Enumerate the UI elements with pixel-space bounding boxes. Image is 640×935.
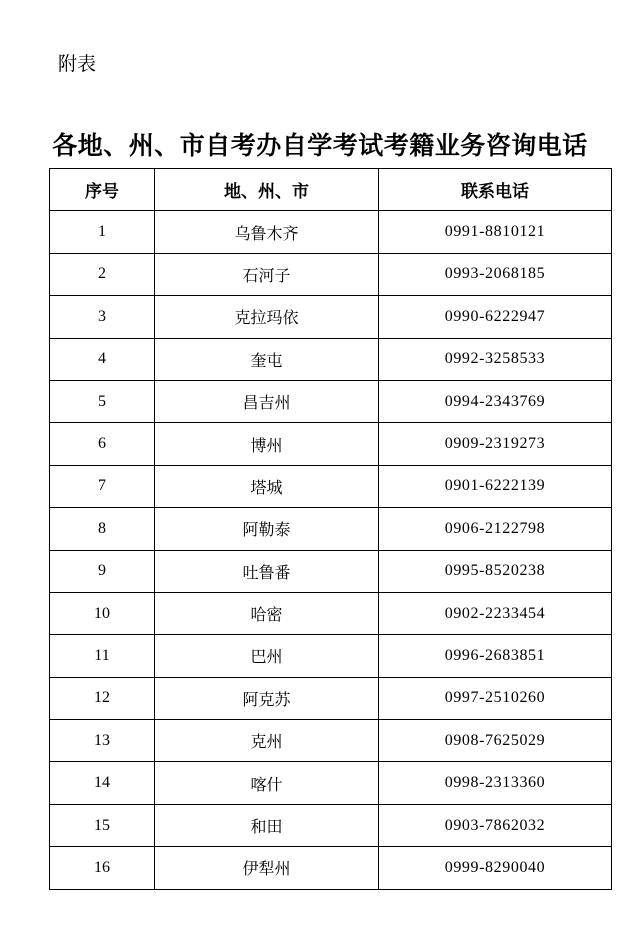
header-region: 地、州、市 <box>155 169 379 211</box>
row-region: 和田 <box>155 804 379 846</box>
row-index: 11 <box>50 635 155 677</box>
table-row <box>50 635 612 677</box>
row-index: 2 <box>50 253 155 295</box>
document-title: 各地、州、市自考办自学考试考籍业务咨询电话 <box>52 131 588 160</box>
row-region: 昌吉州 <box>155 380 379 422</box>
table-row <box>50 423 612 465</box>
row-index: 4 <box>50 338 155 380</box>
row-region: 博州 <box>155 423 379 465</box>
row-index: 14 <box>50 762 155 804</box>
row-phone: 0992-3258533 <box>379 338 612 380</box>
table-row <box>50 804 612 846</box>
table-row <box>50 338 612 380</box>
row-phone: 0999-8290040 <box>379 847 612 889</box>
table-row <box>50 592 612 634</box>
row-index: 12 <box>50 677 155 719</box>
row-index: 7 <box>50 465 155 507</box>
row-index: 5 <box>50 380 155 422</box>
row-region: 乌鲁木齐 <box>155 211 379 253</box>
row-region: 克州 <box>155 720 379 762</box>
row-region: 石河子 <box>155 253 379 295</box>
row-index: 1 <box>50 211 155 253</box>
row-region: 巴州 <box>155 635 379 677</box>
header-index: 序号 <box>50 169 155 211</box>
row-index: 3 <box>50 296 155 338</box>
table-row <box>50 380 612 422</box>
row-phone: 0997-2510260 <box>379 677 612 719</box>
row-phone: 0906-2122798 <box>379 508 612 550</box>
contact-table <box>49 168 612 890</box>
row-phone: 0994-2343769 <box>379 380 612 422</box>
table-row <box>50 762 612 804</box>
row-index: 9 <box>50 550 155 592</box>
annex-label: 附表 <box>58 53 97 75</box>
table-row <box>50 847 612 889</box>
row-index: 13 <box>50 720 155 762</box>
table-row <box>50 296 612 338</box>
row-region: 奎屯 <box>155 338 379 380</box>
table-row <box>50 508 612 550</box>
row-region: 塔城 <box>155 465 379 507</box>
table-body <box>50 211 612 889</box>
row-phone: 0901-6222139 <box>379 465 612 507</box>
row-phone: 0909-2319273 <box>379 423 612 465</box>
row-index: 8 <box>50 508 155 550</box>
row-phone: 0908-7625029 <box>379 720 612 762</box>
row-region: 阿克苏 <box>155 677 379 719</box>
row-index: 10 <box>50 592 155 634</box>
header-row <box>50 169 612 211</box>
row-index: 16 <box>50 847 155 889</box>
table-row <box>50 550 612 592</box>
row-phone: 0996-2683851 <box>379 635 612 677</box>
table-row <box>50 720 612 762</box>
table-header <box>50 169 612 211</box>
row-phone: 0998-2313360 <box>379 762 612 804</box>
row-phone: 0903-7862032 <box>379 804 612 846</box>
row-region: 吐鲁番 <box>155 550 379 592</box>
row-phone: 0993-2068185 <box>379 253 612 295</box>
row-region: 喀什 <box>155 762 379 804</box>
row-index: 6 <box>50 423 155 465</box>
row-phone: 0991-8810121 <box>379 211 612 253</box>
row-region: 克拉玛依 <box>155 296 379 338</box>
row-region: 伊犁州 <box>155 847 379 889</box>
table-row <box>50 253 612 295</box>
row-region: 阿勒泰 <box>155 508 379 550</box>
row-region: 哈密 <box>155 592 379 634</box>
row-index: 15 <box>50 804 155 846</box>
table-row <box>50 211 612 253</box>
row-phone: 0995-8520238 <box>379 550 612 592</box>
row-phone: 0990-6222947 <box>379 296 612 338</box>
row-phone: 0902-2233454 <box>379 592 612 634</box>
table-row <box>50 677 612 719</box>
table-row <box>50 465 612 507</box>
header-phone: 联系电话 <box>379 169 612 211</box>
